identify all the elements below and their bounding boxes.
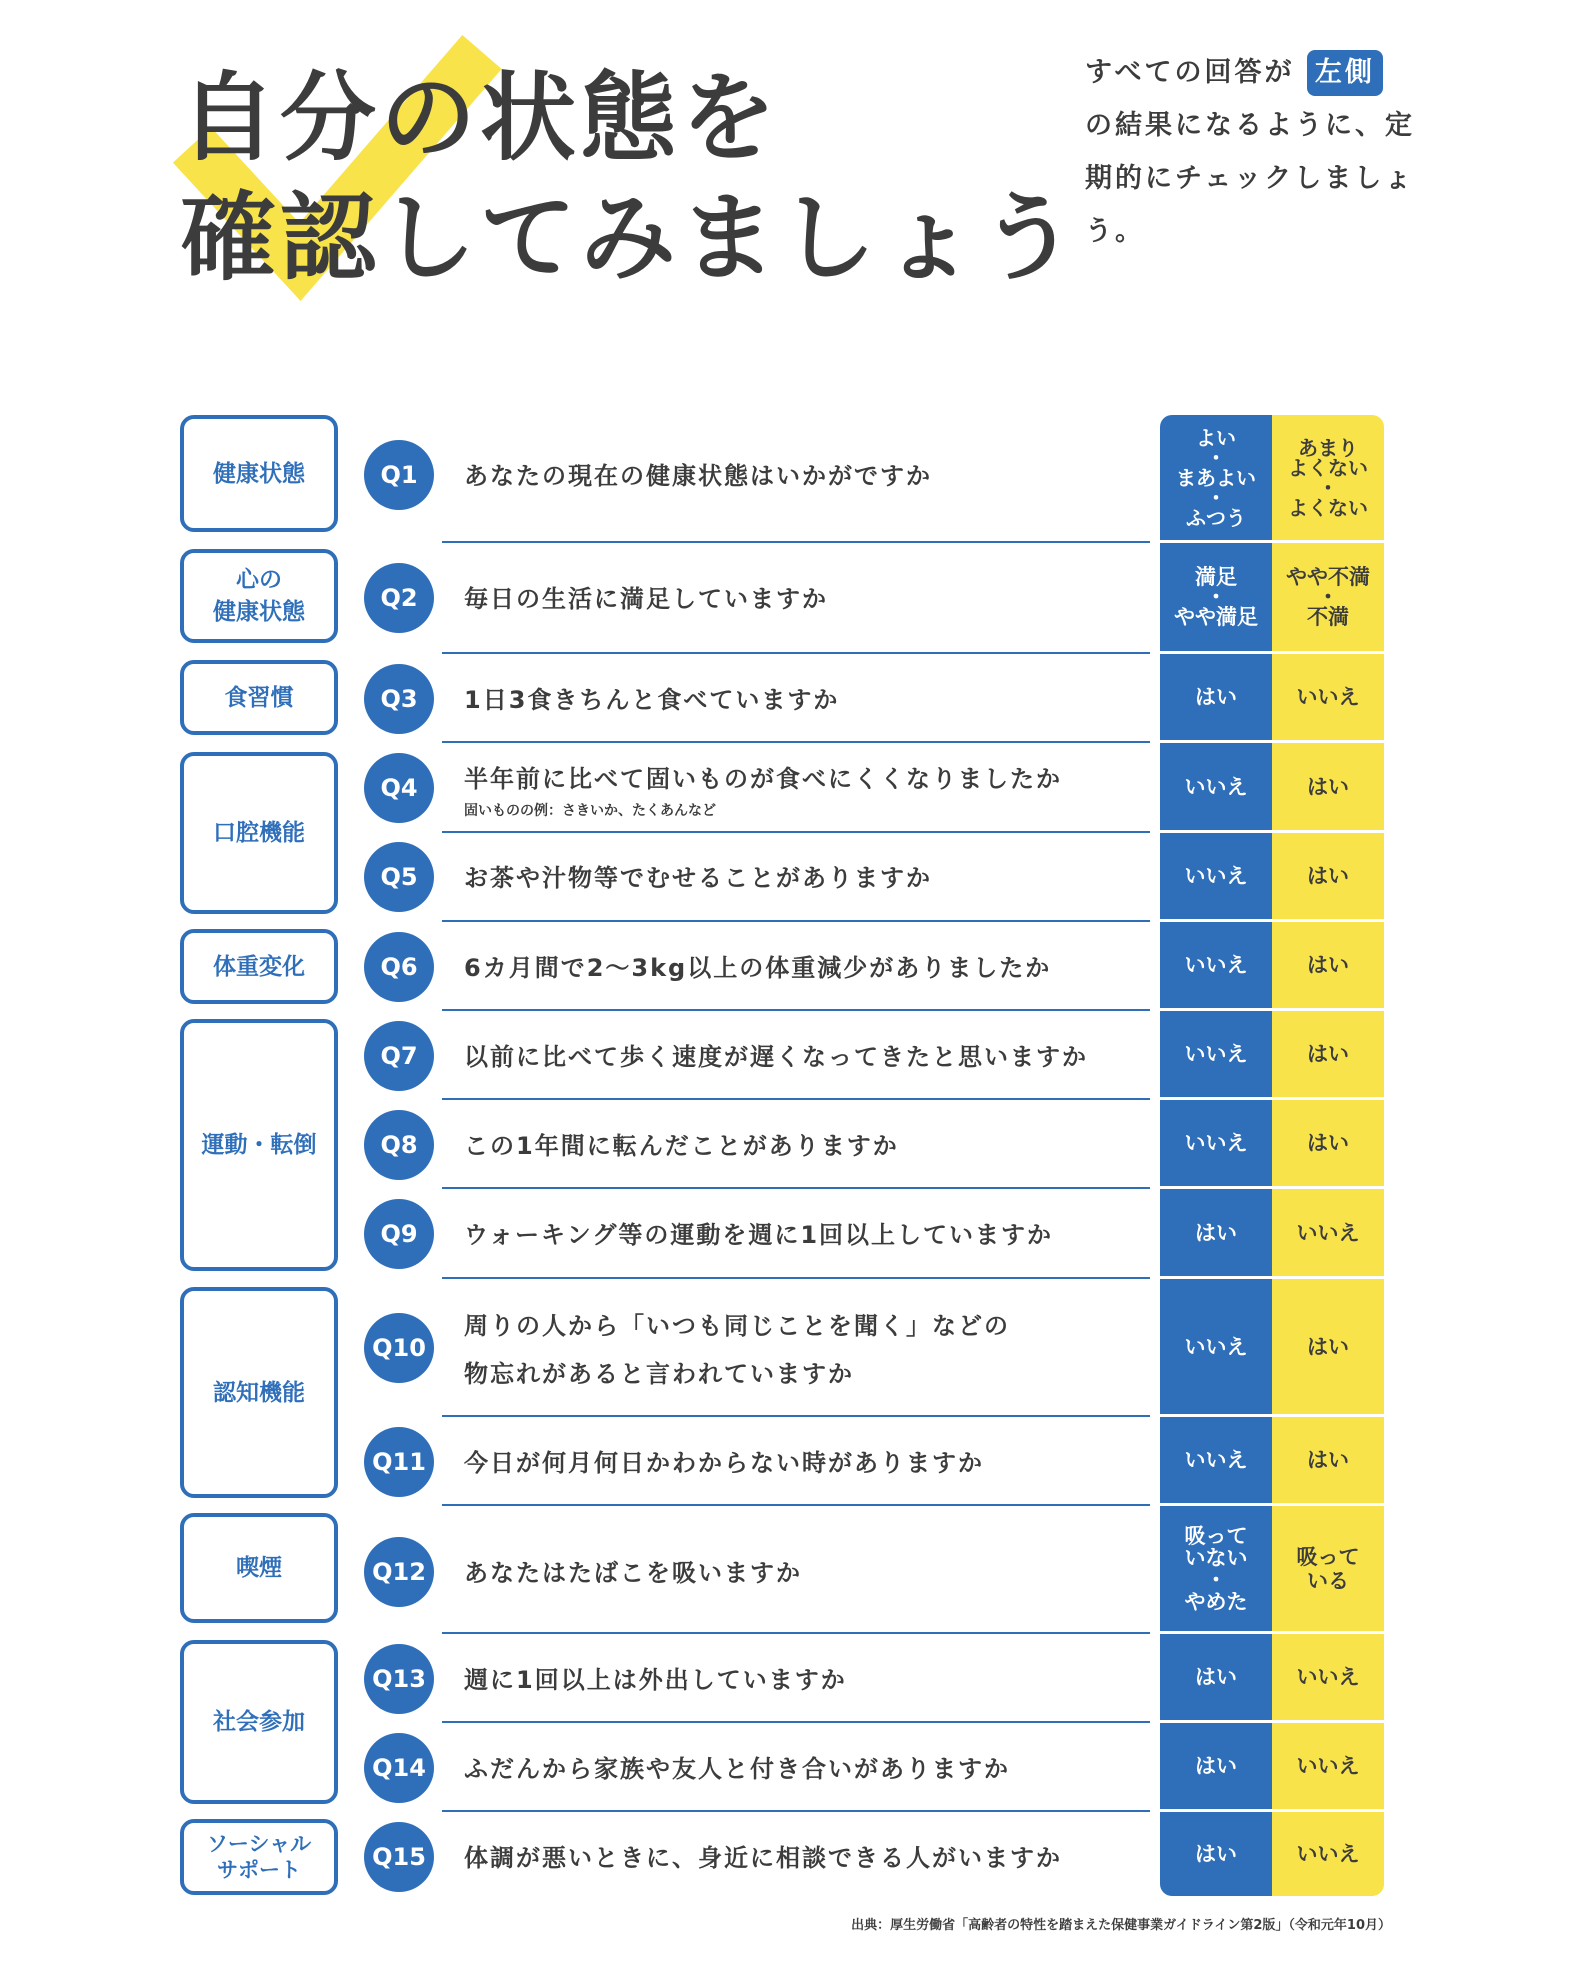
answer-left: はい — [1195, 1754, 1237, 1778]
answer-left: 満足 ・ やや満足 — [1174, 565, 1258, 629]
question-text: 週に1回以上は外出していますか — [464, 1666, 847, 1694]
answer-right: はい — [1307, 953, 1349, 977]
row-divider — [442, 1721, 1150, 1723]
question-text: 以前に比べて歩く速度が遅くなってきたと思いますか — [464, 1043, 1088, 1071]
question-text: 毎日の生活に満足していますか — [464, 585, 828, 613]
intro-text — [1085, 46, 1415, 258]
question-text: 物忘れがあると言われていますか — [464, 1360, 854, 1388]
intro-before: すべての回答が — [1085, 57, 1295, 88]
answer-left: いいえ — [1184, 1042, 1248, 1066]
row-divider — [442, 1187, 1150, 1189]
question-number: Q9 — [364, 1199, 434, 1269]
question-text: 半年前に比べて固いものが食べにくくなりましたか — [464, 765, 1062, 793]
answer-left: いいえ — [1184, 1448, 1248, 1472]
question-text: ふだんから家族や友人と付き合いがありますか — [464, 1755, 1010, 1783]
row-divider — [442, 1810, 1150, 1812]
category-box: 口腔機能 — [180, 752, 338, 914]
answer-right: いいえ — [1296, 1754, 1360, 1778]
answer-left: いいえ — [1184, 864, 1248, 888]
question-text: あなたの現在の健康状態はいかがですか — [464, 462, 932, 490]
question-text: あなたはたばこを吸いますか — [464, 1559, 802, 1587]
question-text: 周りの人から「いつも同じことを聞く」などの — [464, 1312, 1010, 1340]
answer-right: いいえ — [1296, 1842, 1360, 1866]
answer-right: やや不満 ・ 不満 — [1286, 565, 1370, 629]
answer-left: はい — [1195, 1842, 1237, 1866]
answer-left: いいえ — [1184, 1131, 1248, 1155]
category-box: 認知機能 — [180, 1287, 338, 1498]
question-text: 今日が何月何日かわからない時がありますか — [464, 1449, 984, 1477]
category-box: ソーシャル サポート — [180, 1819, 338, 1895]
question-number: Q12 — [364, 1537, 434, 1607]
answer-left: いいえ — [1184, 1334, 1248, 1359]
question-text: 6カ月間で2～3kg以上の体重減少がありましたか — [464, 954, 1052, 982]
answer-left: よい ・ まあよい ・ ふつう — [1176, 425, 1256, 530]
question-number: Q6 — [364, 932, 434, 1002]
row-divider — [442, 920, 1150, 922]
answer-right: はい — [1307, 1448, 1349, 1472]
answer-left: はい — [1195, 1665, 1237, 1689]
question-number: Q10 — [364, 1313, 434, 1383]
category-box: 社会参加 — [180, 1640, 338, 1804]
answer-right: いいえ — [1296, 685, 1360, 709]
question-number: Q15 — [364, 1822, 434, 1892]
category-box: 健康状態 — [180, 415, 338, 532]
question-text: この1年間に転んだことがありますか — [464, 1132, 899, 1160]
answer-right: はい — [1307, 1042, 1349, 1066]
page-title — [180, 58, 1080, 298]
title-line-2: 確認してみましょう — [180, 182, 1080, 294]
answer-right: 吸って いる — [1296, 1544, 1360, 1593]
answer-left: はい — [1195, 1220, 1237, 1245]
answer-right: いいえ — [1296, 1665, 1360, 1689]
row-divider — [442, 741, 1150, 743]
question-text: 体調が悪いときに、身近に相談できる人がいますか — [464, 1844, 1062, 1872]
category-box: 体重変化 — [180, 929, 338, 1004]
question-number: Q11 — [364, 1427, 434, 1497]
row-divider — [442, 1098, 1150, 1100]
row-divider — [442, 831, 1150, 833]
category-box: 喫煙 — [180, 1513, 338, 1623]
category-box: 食習慣 — [180, 660, 338, 735]
question-number: Q5 — [364, 842, 434, 912]
question-text: ウォーキング等の運動を週に1回以上していますか — [464, 1221, 1054, 1249]
question-number: Q8 — [364, 1110, 434, 1180]
question-text: 1日3食きちんと食べていますか — [464, 686, 840, 714]
question-number: Q14 — [364, 1733, 434, 1803]
question-note: 固いものの例：さきいか、たくあんなど — [464, 803, 716, 819]
category-box: 心の 健康状態 — [180, 549, 338, 643]
answer-left: はい — [1195, 685, 1237, 709]
intro-after: の結果になるように、定期的にチェックしましょう。 — [1085, 110, 1415, 247]
row-divider — [442, 541, 1150, 543]
row-divider — [442, 1632, 1150, 1634]
answer-right: はい — [1307, 774, 1349, 799]
question-number: Q3 — [364, 664, 434, 734]
row-divider — [442, 652, 1150, 654]
answer-left: いいえ — [1184, 774, 1248, 799]
question-number: Q2 — [364, 563, 434, 633]
answer-right: はい — [1307, 1131, 1349, 1155]
answer-right: いいえ — [1296, 1220, 1360, 1245]
row-divider — [442, 1504, 1150, 1506]
question-number: Q13 — [364, 1644, 434, 1714]
answer-right: はい — [1307, 864, 1349, 888]
answer-left: 吸って いない ・ やめた — [1184, 1523, 1248, 1614]
row-divider — [442, 1277, 1150, 1279]
answer-right: はい — [1307, 1334, 1349, 1359]
title-line-1: 自分の状態を — [180, 62, 780, 174]
answer-right: あまり よくない ・ よくない — [1288, 435, 1368, 520]
row-divider — [442, 1009, 1150, 1011]
left-side-badge: 左側 — [1307, 50, 1383, 96]
category-box: 運動・転倒 — [180, 1019, 338, 1271]
source-citation: 出典：厚生労働省「高齢者の特性を踏まえた保健事業ガイドライン第2版」（令和元年10月） — [851, 1918, 1391, 1933]
question-text: お茶や汁物等でむせることがありますか — [464, 864, 932, 892]
question-number: Q1 — [364, 440, 434, 510]
question-number: Q7 — [364, 1021, 434, 1091]
answer-left: いいえ — [1184, 953, 1248, 977]
question-number: Q4 — [364, 753, 434, 823]
row-divider — [442, 1415, 1150, 1417]
